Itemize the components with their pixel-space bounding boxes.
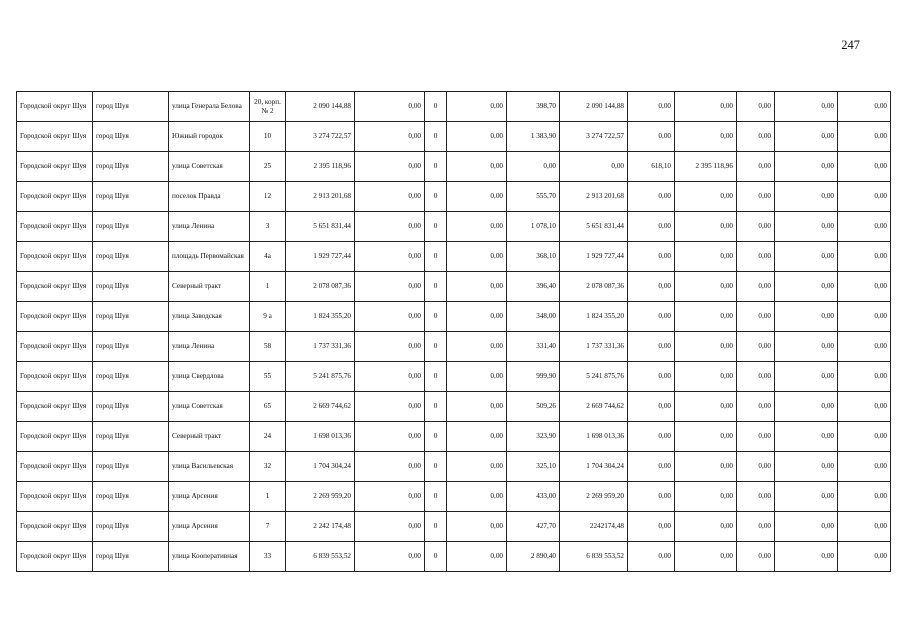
cell-cost-col-8: 0,00: [675, 392, 737, 422]
cell-house-number: 25: [250, 152, 286, 182]
cell-total-cost: 1 698 013,36: [286, 422, 355, 452]
cell-house-number: 4а: [250, 242, 286, 272]
cell-area: 368,10: [507, 242, 560, 272]
cell-house-number: 1: [250, 482, 286, 512]
cell-municipality: Городской округ Шуя: [17, 542, 93, 572]
cell-col-10: 0,00: [775, 452, 838, 482]
cell-total-cost: 2 078 087,36: [286, 272, 355, 302]
cell-cost-col-4: 0,00: [447, 212, 507, 242]
cell-count-col: 0: [425, 542, 447, 572]
cell-area-col-7: 0,00: [628, 272, 675, 302]
cell-street: улица Васильевская: [169, 452, 250, 482]
cell-house-number: 20, корп. № 2: [250, 92, 286, 122]
cell-area: 398,70: [507, 92, 560, 122]
cell-col-11: 0,00: [838, 452, 891, 482]
cell-cost-col-4: 0,00: [447, 392, 507, 422]
cell-cost-col-2: 0,00: [355, 362, 425, 392]
cell-total-cost: 5 241 875,76: [286, 362, 355, 392]
cell-count-col: 0: [425, 302, 447, 332]
table-row: [17, 122, 891, 152]
table-body: [17, 92, 891, 572]
cell-settlement: город Шуя: [93, 242, 169, 272]
table-row: [17, 92, 891, 122]
cell-col-11: 0,00: [838, 302, 891, 332]
cell-street: поселок Правда: [169, 182, 250, 212]
cell-settlement: город Шуя: [93, 92, 169, 122]
cell-cost-col-8: 2 395 118,96: [675, 152, 737, 182]
cell-cost-col-8: 0,00: [675, 482, 737, 512]
cell-cost-col-8: 0,00: [675, 332, 737, 362]
cell-cost-col-2: 0,00: [355, 482, 425, 512]
cell-area: 555,70: [507, 182, 560, 212]
cell-cost-col-6: 2 269 959,20: [560, 482, 628, 512]
cell-total-cost: 2 090 144,88: [286, 92, 355, 122]
cell-settlement: город Шуя: [93, 542, 169, 572]
cell-area-col-7: 0,00: [628, 422, 675, 452]
cell-count-col: 0: [425, 152, 447, 182]
cell-col-9: 0,00: [737, 122, 775, 152]
cell-col-10: 0,00: [775, 182, 838, 212]
cell-count-col: 0: [425, 482, 447, 512]
cell-cost-col-8: 0,00: [675, 422, 737, 452]
cell-count-col: 0: [425, 452, 447, 482]
table-row: [17, 302, 891, 332]
cell-col-10: 0,00: [775, 92, 838, 122]
cell-house-number: 33: [250, 542, 286, 572]
cell-cost-col-4: 0,00: [447, 182, 507, 212]
cell-cost-col-6: 2242174,48: [560, 512, 628, 542]
cell-col-9: 0,00: [737, 482, 775, 512]
cell-cost-col-2: 0,00: [355, 122, 425, 152]
cell-street: улица Ленина: [169, 332, 250, 362]
cell-cost-col-4: 0,00: [447, 302, 507, 332]
cell-cost-col-2: 0,00: [355, 332, 425, 362]
cell-cost-col-4: 0,00: [447, 152, 507, 182]
cell-house-number: 65: [250, 392, 286, 422]
cell-street: улица Свердлова: [169, 362, 250, 392]
cell-house-number: 7: [250, 512, 286, 542]
cell-cost-col-6: 0,00: [560, 152, 628, 182]
cell-settlement: город Шуя: [93, 362, 169, 392]
cell-street: Северный тракт: [169, 422, 250, 452]
cell-cost-col-8: 0,00: [675, 452, 737, 482]
cell-count-col: 0: [425, 122, 447, 152]
cell-cost-col-8: 0,00: [675, 512, 737, 542]
cell-col-10: 0,00: [775, 392, 838, 422]
cell-cost-col-2: 0,00: [355, 152, 425, 182]
cell-cost-col-6: 5 241 875,76: [560, 362, 628, 392]
cell-house-number: 55: [250, 362, 286, 392]
table-row: [17, 452, 891, 482]
cell-count-col: 0: [425, 272, 447, 302]
cell-settlement: город Шуя: [93, 182, 169, 212]
cell-cost-col-2: 0,00: [355, 512, 425, 542]
cell-count-col: 0: [425, 212, 447, 242]
cell-cost-col-6: 2 913 201,68: [560, 182, 628, 212]
table-row: [17, 362, 891, 392]
cell-street: Южный городок: [169, 122, 250, 152]
cell-cost-col-6: 2 669 744,62: [560, 392, 628, 422]
cell-cost-col-6: 1 704 304,24: [560, 452, 628, 482]
cell-cost-col-8: 0,00: [675, 242, 737, 272]
cell-total-cost: 1 824 355,20: [286, 302, 355, 332]
cell-cost-col-4: 0,00: [447, 332, 507, 362]
cell-col-9: 0,00: [737, 92, 775, 122]
cell-cost-col-8: 0,00: [675, 182, 737, 212]
cell-col-9: 0,00: [737, 272, 775, 302]
table-row: [17, 512, 891, 542]
cell-cost-col-6: 5 651 831,44: [560, 212, 628, 242]
cell-area-col-7: 0,00: [628, 182, 675, 212]
cell-settlement: город Шуя: [93, 422, 169, 452]
cell-settlement: город Шуя: [93, 512, 169, 542]
cell-col-11: 0,00: [838, 422, 891, 452]
cell-col-9: 0,00: [737, 152, 775, 182]
table-row: [17, 242, 891, 272]
cell-area-col-7: 0,00: [628, 392, 675, 422]
program-table: [16, 91, 891, 572]
cell-street: площадь Первомайская: [169, 242, 250, 272]
cell-house-number: 1: [250, 272, 286, 302]
cell-cost-col-8: 0,00: [675, 542, 737, 572]
cell-area: 331,40: [507, 332, 560, 362]
cell-cost-col-2: 0,00: [355, 452, 425, 482]
cell-col-9: 0,00: [737, 182, 775, 212]
cell-municipality: Городской округ Шуя: [17, 392, 93, 422]
cell-settlement: город Шуя: [93, 482, 169, 512]
page-number: 247: [841, 38, 860, 52]
cell-house-number: 10: [250, 122, 286, 152]
cell-total-cost: 6 839 553,52: [286, 542, 355, 572]
cell-area-col-7: 618,10: [628, 152, 675, 182]
table-row: [17, 182, 891, 212]
cell-cost-col-8: 0,00: [675, 272, 737, 302]
cell-col-9: 0,00: [737, 422, 775, 452]
cell-cost-col-2: 0,00: [355, 92, 425, 122]
cell-area: 325,10: [507, 452, 560, 482]
cell-area: 999,90: [507, 362, 560, 392]
cell-area: 348,00: [507, 302, 560, 332]
cell-col-10: 0,00: [775, 302, 838, 332]
cell-col-10: 0,00: [775, 152, 838, 182]
cell-count-col: 0: [425, 422, 447, 452]
cell-count-col: 0: [425, 332, 447, 362]
cell-col-11: 0,00: [838, 152, 891, 182]
cell-settlement: город Шуя: [93, 452, 169, 482]
cell-total-cost: 2 395 118,96: [286, 152, 355, 182]
cell-total-cost: 5 651 831,44: [286, 212, 355, 242]
cell-cost-col-6: 1 929 727,44: [560, 242, 628, 272]
cell-col-9: 0,00: [737, 332, 775, 362]
cell-cost-col-2: 0,00: [355, 212, 425, 242]
cell-area-col-7: 0,00: [628, 242, 675, 272]
cell-count-col: 0: [425, 512, 447, 542]
cell-col-11: 0,00: [838, 272, 891, 302]
cell-cost-col-8: 0,00: [675, 212, 737, 242]
cell-municipality: Городской округ Шуя: [17, 302, 93, 332]
cell-cost-col-6: 2 090 144,88: [560, 92, 628, 122]
cell-cost-col-2: 0,00: [355, 242, 425, 272]
cell-cost-col-6: 1 824 355,20: [560, 302, 628, 332]
cell-municipality: Городской округ Шуя: [17, 272, 93, 302]
cell-cost-col-6: 3 274 722,57: [560, 122, 628, 152]
cell-col-11: 0,00: [838, 512, 891, 542]
cell-municipality: Городской округ Шуя: [17, 362, 93, 392]
table-row: [17, 332, 891, 362]
cell-area-col-7: 0,00: [628, 482, 675, 512]
cell-total-cost: 2 669 744,62: [286, 392, 355, 422]
cell-settlement: город Шуя: [93, 152, 169, 182]
cell-house-number: 9 а: [250, 302, 286, 332]
cell-col-9: 0,00: [737, 392, 775, 422]
cell-area-col-7: 0,00: [628, 362, 675, 392]
cell-street: улица Генерала Белова: [169, 92, 250, 122]
cell-col-11: 0,00: [838, 362, 891, 392]
cell-cost-col-6: 1 737 331,36: [560, 332, 628, 362]
cell-cost-col-8: 0,00: [675, 122, 737, 152]
cell-count-col: 0: [425, 362, 447, 392]
cell-area: 1 078,10: [507, 212, 560, 242]
cell-area: 323,90: [507, 422, 560, 452]
cell-area: 427,70: [507, 512, 560, 542]
cell-cost-col-4: 0,00: [447, 92, 507, 122]
cell-house-number: 32: [250, 452, 286, 482]
cell-cost-col-4: 0,00: [447, 452, 507, 482]
cell-area: 509,26: [507, 392, 560, 422]
cell-total-cost: 2 242 174,48: [286, 512, 355, 542]
cell-municipality: Городской округ Шуя: [17, 182, 93, 212]
cell-col-10: 0,00: [775, 242, 838, 272]
cell-house-number: 58: [250, 332, 286, 362]
cell-cost-col-4: 0,00: [447, 482, 507, 512]
cell-cost-col-6: 1 698 013,36: [560, 422, 628, 452]
cell-cost-col-6: 6 839 553,52: [560, 542, 628, 572]
cell-total-cost: 2 913 201,68: [286, 182, 355, 212]
cell-col-10: 0,00: [775, 272, 838, 302]
cell-cost-col-2: 0,00: [355, 422, 425, 452]
cell-cost-col-2: 0,00: [355, 182, 425, 212]
cell-cost-col-2: 0,00: [355, 272, 425, 302]
cell-settlement: город Шуя: [93, 272, 169, 302]
cell-settlement: город Шуя: [93, 302, 169, 332]
cell-street: Северный тракт: [169, 272, 250, 302]
cell-cost-col-8: 0,00: [675, 92, 737, 122]
cell-municipality: Городской округ Шуя: [17, 452, 93, 482]
cell-col-11: 0,00: [838, 122, 891, 152]
cell-col-11: 0,00: [838, 212, 891, 242]
table-row: [17, 152, 891, 182]
cell-total-cost: 2 269 959,20: [286, 482, 355, 512]
cell-cost-col-8: 0,00: [675, 362, 737, 392]
cell-cost-col-2: 0,00: [355, 542, 425, 572]
cell-area: 2 890,40: [507, 542, 560, 572]
cell-house-number: 12: [250, 182, 286, 212]
cell-cost-col-6: 2 078 087,36: [560, 272, 628, 302]
cell-area-col-7: 0,00: [628, 302, 675, 332]
cell-count-col: 0: [425, 182, 447, 212]
cell-col-10: 0,00: [775, 542, 838, 572]
cell-col-9: 0,00: [737, 362, 775, 392]
cell-col-9: 0,00: [737, 212, 775, 242]
cell-cost-col-4: 0,00: [447, 272, 507, 302]
cell-house-number: 3: [250, 212, 286, 242]
cell-street: улица Арсения: [169, 512, 250, 542]
cell-municipality: Городской округ Шуя: [17, 212, 93, 242]
cell-col-11: 0,00: [838, 92, 891, 122]
cell-cost-col-4: 0,00: [447, 512, 507, 542]
cell-cost-col-4: 0,00: [447, 122, 507, 152]
cell-area: 0,00: [507, 152, 560, 182]
cell-settlement: город Шуя: [93, 122, 169, 152]
cell-municipality: Городской округ Шуя: [17, 152, 93, 182]
cell-count-col: 0: [425, 242, 447, 272]
cell-cost-col-2: 0,00: [355, 302, 425, 332]
cell-municipality: Городской округ Шуя: [17, 242, 93, 272]
table-row: [17, 212, 891, 242]
cell-total-cost: 3 274 722,57: [286, 122, 355, 152]
cell-settlement: город Шуя: [93, 212, 169, 242]
cell-col-10: 0,00: [775, 122, 838, 152]
cell-col-10: 0,00: [775, 212, 838, 242]
cell-col-10: 0,00: [775, 332, 838, 362]
cell-col-11: 0,00: [838, 182, 891, 212]
cell-settlement: город Шуя: [93, 332, 169, 362]
cell-house-number: 24: [250, 422, 286, 452]
cell-col-11: 0,00: [838, 482, 891, 512]
table-row: [17, 272, 891, 302]
cell-col-11: 0,00: [838, 332, 891, 362]
cell-municipality: Городской округ Шуя: [17, 512, 93, 542]
cell-area: 396,40: [507, 272, 560, 302]
cell-area-col-7: 0,00: [628, 92, 675, 122]
cell-col-9: 0,00: [737, 512, 775, 542]
table-row: [17, 542, 891, 572]
table-row: [17, 482, 891, 512]
cell-street: улица Ленина: [169, 212, 250, 242]
cell-count-col: 0: [425, 392, 447, 422]
cell-area-col-7: 0,00: [628, 542, 675, 572]
cell-total-cost: 1 737 331,36: [286, 332, 355, 362]
cell-municipality: Городской округ Шуя: [17, 122, 93, 152]
cell-municipality: Городской округ Шуя: [17, 92, 93, 122]
cell-cost-col-4: 0,00: [447, 542, 507, 572]
cell-area-col-7: 0,00: [628, 122, 675, 152]
cell-col-9: 0,00: [737, 302, 775, 332]
cell-cost-col-4: 0,00: [447, 422, 507, 452]
cell-col-9: 0,00: [737, 542, 775, 572]
cell-area-col-7: 0,00: [628, 212, 675, 242]
cell-area-col-7: 0,00: [628, 332, 675, 362]
cell-cost-col-4: 0,00: [447, 362, 507, 392]
cell-col-11: 0,00: [838, 542, 891, 572]
cell-street: улица Арсения: [169, 482, 250, 512]
cell-street: улица Заводская: [169, 302, 250, 332]
cell-col-9: 0,00: [737, 452, 775, 482]
cell-street: улица Советская: [169, 392, 250, 422]
cell-municipality: Городской округ Шуя: [17, 332, 93, 362]
cell-col-10: 0,00: [775, 512, 838, 542]
cell-cost-col-4: 0,00: [447, 242, 507, 272]
cell-street: улица Советская: [169, 152, 250, 182]
cell-cost-col-2: 0,00: [355, 392, 425, 422]
cell-municipality: Городской округ Шуя: [17, 482, 93, 512]
cell-area-col-7: 0,00: [628, 512, 675, 542]
cell-count-col: 0: [425, 92, 447, 122]
table-row: [17, 422, 891, 452]
cell-total-cost: 1 704 304,24: [286, 452, 355, 482]
cell-area: 1 383,90: [507, 122, 560, 152]
cell-municipality: Городской округ Шуя: [17, 422, 93, 452]
cell-col-10: 0,00: [775, 422, 838, 452]
cell-street: улица Кооперативная: [169, 542, 250, 572]
cell-area: 433,00: [507, 482, 560, 512]
cell-area-col-7: 0,00: [628, 452, 675, 482]
cell-col-9: 0,00: [737, 242, 775, 272]
table-row: [17, 392, 891, 422]
cell-settlement: город Шуя: [93, 392, 169, 422]
cell-col-10: 0,00: [775, 482, 838, 512]
cell-col-11: 0,00: [838, 242, 891, 272]
cell-col-10: 0,00: [775, 362, 838, 392]
cell-total-cost: 1 929 727,44: [286, 242, 355, 272]
cell-col-11: 0,00: [838, 392, 891, 422]
cell-cost-col-8: 0,00: [675, 302, 737, 332]
